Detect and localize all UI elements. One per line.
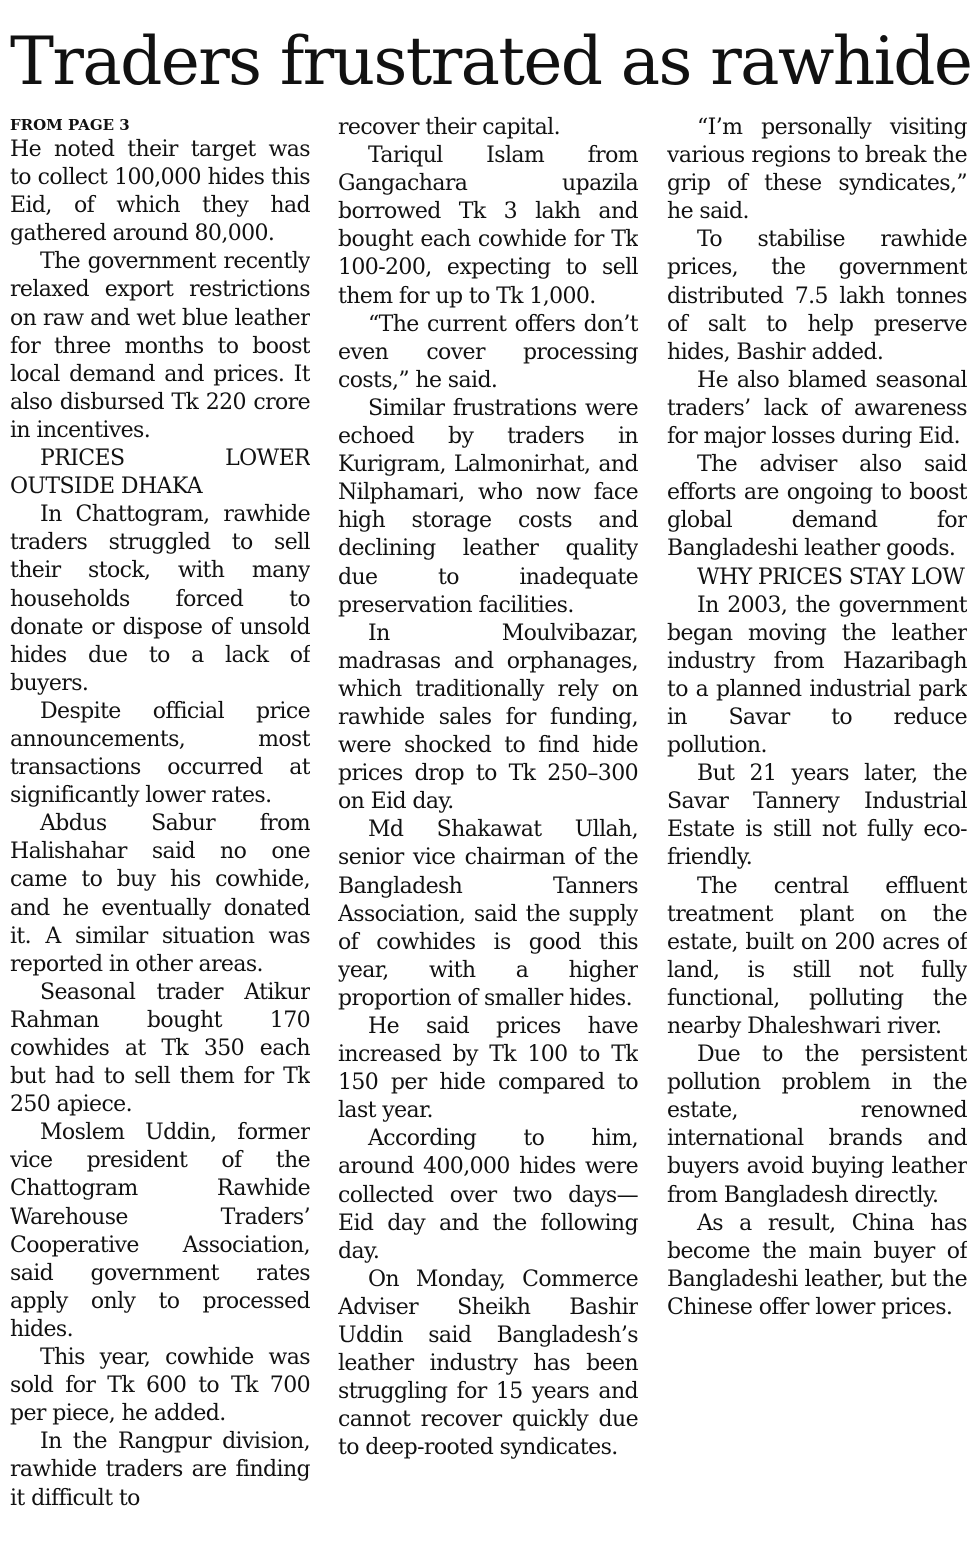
- paragraph: The central effluent treatment plant on the estate, built on 200 acres of land, is still not fully functional, polluting the nearby Dhaleshwari river.: [667, 873, 967, 1039]
- paragraph: “I’m personally visiting various regions to break the grip of these syndicates,” he said.: [667, 115, 967, 225]
- continuation-kicker: FROM PAGE 3: [10, 116, 130, 134]
- paragraph: He noted their target was to collect 100,000 hides this Eid, of which they had gathered around 80,000.: [10, 137, 310, 247]
- paragraph: According to him, around 400,000 hides were collected over two days—Eid day and the following day.: [338, 1126, 638, 1264]
- headline: Traders frustrated as rawhide: [10, 23, 972, 100]
- paragraph: Moslem Uddin, former vice president of the Chattogram Rawhide Warehouse Traders’ Cooperative Association, said government rates apply only to processed hides.: [10, 1120, 310, 1342]
- paragraph: As a result, China has become the main buyer of Bangladeshi leather, but the Chinese offer lower prices.: [667, 1210, 967, 1320]
- paragraph: Seasonal trader Atikur Rahman bought 170 cowhides at Tk 350 each but had to sell them for Tk 250 apiece.: [10, 979, 310, 1118]
- article-column-3: [667, 114, 967, 1552]
- paragraph: The adviser also said efforts are ongoing to boost global demand for Bangladeshi leather goods.: [667, 452, 967, 562]
- article-column-1: [10, 114, 310, 1552]
- subheading: PRICES LOWER OUTSIDE DHAKA: [10, 446, 310, 500]
- paragraph: Despite official price announcements, most transactions occurred at significantly lower rates.: [10, 698, 310, 809]
- paragraph: In Moulvibazar, madrasas and orphanages, which traditionally rely on rawhide sales for funding, were shocked to find hide prices drop to Tk 250–300 on Eid day.: [338, 620, 638, 815]
- paragraph: He said prices have increased by Tk 100 to Tk 150 per hide compared to last year.: [338, 1014, 638, 1124]
- article-column-2: [338, 114, 638, 1552]
- paragraph: Due to the persistent pollution problem in the estate, renowned international brands and buyers avoid buying leather from Bangladesh directly.: [667, 1042, 967, 1208]
- paragraph: To stabilise rawhide prices, the government distributed 7.5 lakh tonnes of salt to help preserve hides, Bashir added.: [667, 227, 967, 365]
- paragraph: But 21 years later, the Savar Tannery Industrial Estate is still not fully eco-friendly.: [667, 761, 967, 871]
- subheading: WHY PRICES STAY LOW: [697, 564, 965, 590]
- paragraph: In 2003, the government began moving the leather industry from Hazaribagh to a planned industrial park in Savar to reduce pollution.: [667, 592, 967, 759]
- paragraph: The government recently relaxed export restrictions on raw and wet blue leather for three months to boost local demand and prices. It also disbursed Tk 220 crore in incentives.: [10, 249, 310, 443]
- paragraph: He also blamed seasonal traders’ lack of awareness for major losses during Eid.: [667, 367, 967, 450]
- paragraph: Md Shakawat Ullah, senior vice chairman of the Bangladesh Tanners Association, said the supply of cowhides is good this year, with a higher proportion of smaller hides.: [338, 817, 638, 1011]
- paragraph: This year, cowhide was sold for Tk 600 to Tk 700 per piece, he added.: [10, 1345, 310, 1427]
- paragraph: In Chattogram, rawhide traders struggled to sell their stock, with many households forced to donate or dispose of unsold hides due to a lack of buyers.: [10, 502, 310, 696]
- paragraph: Tariqul Islam from Gangachara upazila borrowed Tk 3 lakh and bought each cowhide for Tk 100-200, expecting to sell them for up to Tk 1,000.: [338, 143, 638, 309]
- paragraph: “The current offers don’t even cover processing costs,” he said.: [338, 311, 638, 393]
- paragraph: recover their capital.: [338, 115, 560, 140]
- paragraph: In the Rangpur division, rawhide traders are finding it difficult to: [10, 1429, 310, 1511]
- paragraph: Similar frustrations were echoed by traders in Kurigram, Lalmonirhat, and Nilphamari, who now face high storage costs and declining leather quality due to inadequate preservation facilities.: [338, 395, 638, 618]
- paragraph: On Monday, Commerce Adviser Sheikh Bashir Uddin said Bangladesh’s leather industry has been struggling for 15 years and cannot recover quickly due to deep-rooted syndicates.: [338, 1266, 638, 1461]
- paragraph: Abdus Sabur from Halishahar said no one came to buy his cowhide, and he eventually donated it. A similar situation was reported in other areas.: [10, 811, 310, 977]
